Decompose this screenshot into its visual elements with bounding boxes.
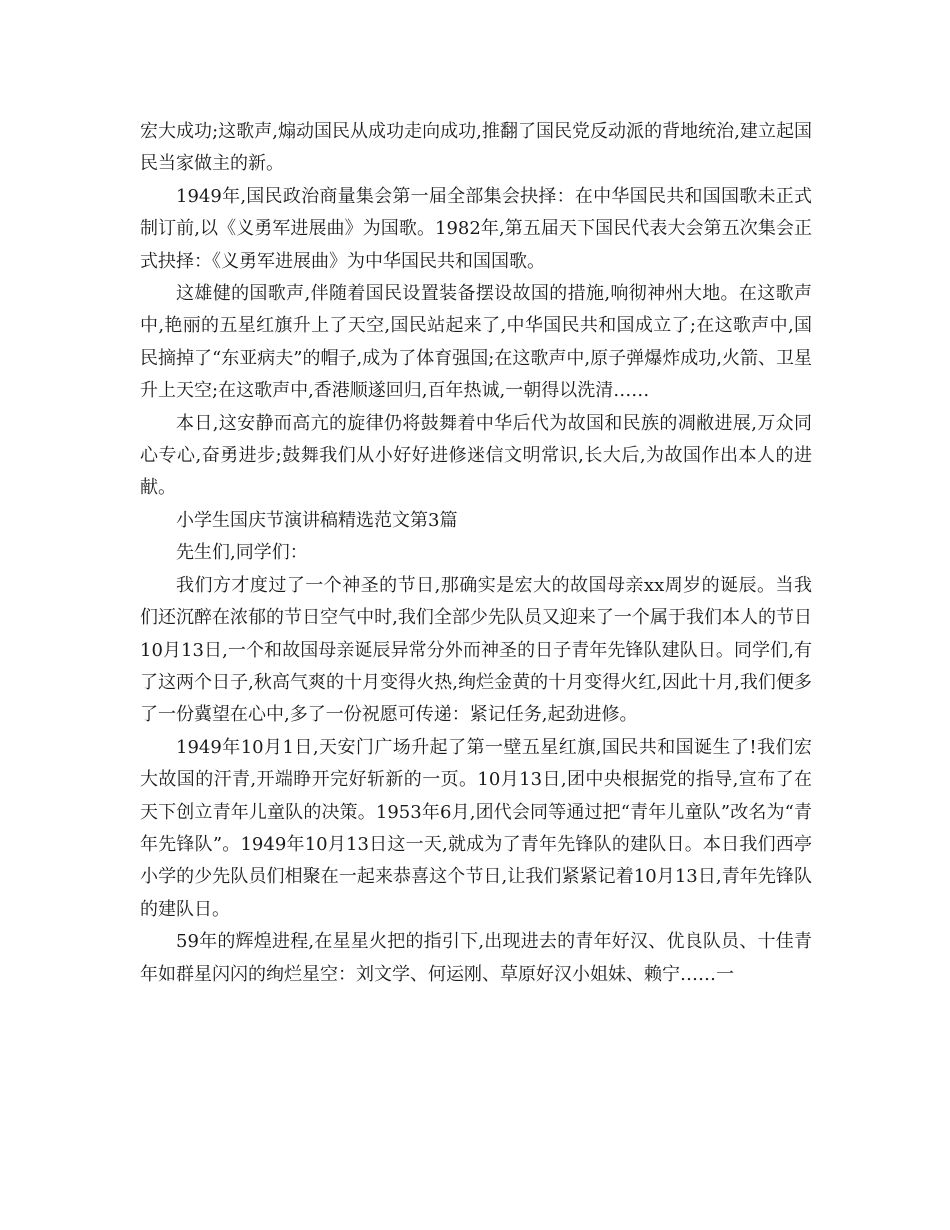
paragraph-anthem-song: 这雄健的国歌声,伴随着国民设置装备摆设故国的措施,响彻神州大地。在这歌声中,艳丽的五星红旗升上了天空,国民站起来了,中华国民共和国成立了;在这歌声中,国民摘掉了“东亚病夫”的帽子,成为了体育强国;在这歌声中,原子弹爆炸成功,火箭、卫星升上天空;在这歌声中,香港顺遂回归,百年热诚,一朝得以洗清……	[140, 283, 812, 402]
paragraph-history: 1949年10月1日,天安门广场升起了第一壁五星红旗,国民共和国诞生了!我们宏大故国的汗青,开端睁开完好斩新的一页。10月13日,团中央根据党的指导,宣布了在天下创立青年儿童队的决策。1953年6月,团代会同等通过把“青年儿童队”改名为“青年先锋队”。1949年10月13日这一天,就成为了青年先锋队的建队日。本日我们西亭小学的少先队员们相聚在一起来恭喜这个节日,让我们紧紧记着10月13日,青年先锋队的建队日。	[140, 736, 812, 920]
document-body	[140, 116, 812, 991]
paragraph-today: 本日,这安静而高亢的旋律仍将鼓舞着中华后代为故国和民族的凋敝进展,万众同心专心,奋勇进步;鼓舞我们从小好好进修迷信文明常识,长大后,为故国作出本人的进献。	[140, 412, 812, 499]
section-title: 小学生国庆节演讲稿精选范文第3篇	[176, 509, 458, 531]
paragraph-heroes: 59年的辉煌进程,在星星火把的指引下,出现进去的青年好汉、优良队员、十佳青年如群星闪闪的绚烂星空：刘文学、何运刚、草原好汉小姐妹、赖宁……一	[140, 931, 812, 985]
salutation: 先生们,同学们：	[176, 542, 308, 564]
paragraph-continuation: 宏大成功;这歌声,煽动国民从成功走向成功,推翻了国民党反动派的背地统治,建立起国民当家做主的新。	[140, 121, 812, 175]
paragraph-holiday: 我们方才度过了一个神圣的节日,那确实是宏大的故国母亲xx周岁的诞辰。当我们还沉醉在浓郁的节日空气中时,我们全部少先队员又迎来了一个属于我们本人的节日10月13日,一个和故国母亲诞辰异常分外而神圣的日子青年先锋队建队日。同学们,有了这两个日子,秋高气爽的十月变得火热,绚烂金黄的十月变得火红,因此十月,我们便多了一份冀望在心中,多了一份祝愿可传递：紧记任务,起劲进修。	[140, 574, 812, 726]
paragraph-anthem-1949: 1949年,国民政治商量集会第一届全部集会抉择：在中华国民共和国国歌未正式制订前,以《义勇军进展曲》为国歌。1982年,第五届天下国民代表大会第五次集会正式抉择：《义勇军进展曲》为中华国民共和国国歌。	[140, 185, 812, 272]
